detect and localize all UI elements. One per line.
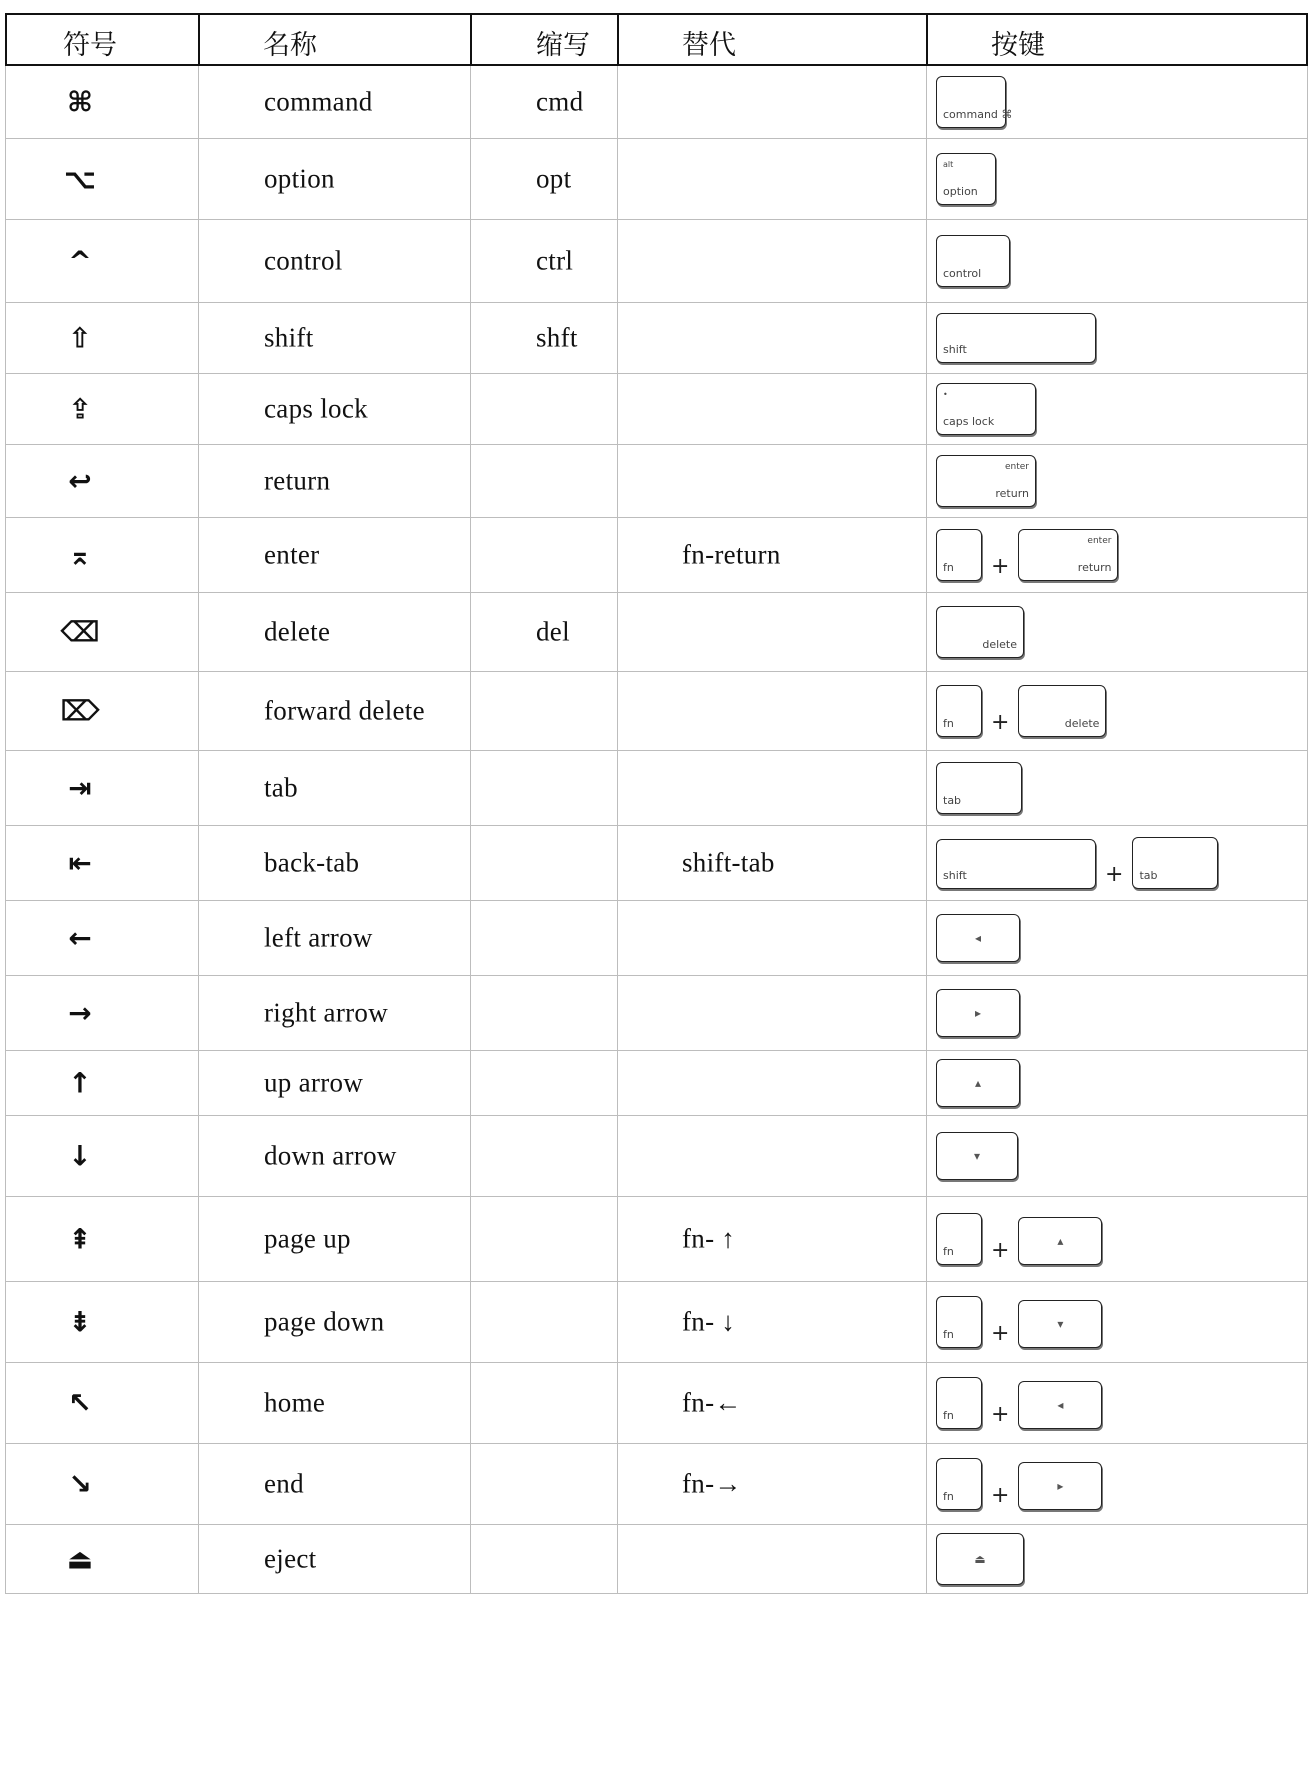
- key-abbr: opt: [536, 163, 572, 194]
- key-illustration: [936, 762, 1022, 814]
- key-symbol: ⌅: [68, 538, 92, 572]
- keycap-label: fn: [943, 1409, 954, 1422]
- key-name: down arrow: [264, 1140, 397, 1171]
- plus-sign: +: [991, 1321, 1010, 1346]
- key-name: right arrow: [264, 997, 389, 1028]
- keycap: [936, 455, 1036, 507]
- keycap-glyph: ◂: [974, 931, 982, 945]
- keycap-glyph: ▴: [974, 1076, 982, 1090]
- table-header: [5, 13, 1308, 66]
- key-name: control: [264, 245, 343, 276]
- key-alternative: fn-→: [682, 1468, 742, 1499]
- keycap-label: enter: [1004, 462, 1029, 472]
- key-illustration: [936, 529, 1118, 581]
- key-name: page down: [264, 1306, 385, 1337]
- keycap-label: fn: [943, 1328, 954, 1341]
- table-row: [5, 1282, 1308, 1363]
- keycap: [1018, 1300, 1102, 1348]
- keycap: [936, 1296, 982, 1348]
- keycap-label: control: [943, 267, 982, 280]
- keycap-label: fn: [943, 561, 954, 574]
- key-symbol: ^: [68, 244, 92, 278]
- key-illustration: [936, 313, 1096, 363]
- key-illustration: [936, 685, 1106, 737]
- key-illustration: [936, 455, 1036, 507]
- keycap: [936, 1132, 1018, 1180]
- key-illustration: [936, 235, 1010, 287]
- key-symbol: ↓: [68, 1139, 92, 1173]
- key-illustration: [936, 76, 1013, 128]
- key-illustration: [936, 383, 1036, 435]
- table-row: [5, 518, 1308, 593]
- keycap: [936, 235, 1010, 287]
- table-row: [5, 220, 1308, 303]
- plus-sign: +: [991, 710, 1010, 735]
- key-symbol: ⌘: [67, 85, 93, 119]
- table-row: [5, 139, 1308, 220]
- keycap: [1018, 529, 1118, 581]
- keycap: [1018, 1462, 1102, 1510]
- key-illustration: [936, 1296, 1102, 1348]
- keycap: [936, 914, 1020, 962]
- key-illustration: [936, 1132, 1018, 1180]
- key-illustration: [936, 837, 1218, 889]
- key-name: home: [264, 1387, 326, 1418]
- keycap: [936, 1458, 982, 1510]
- table-row: [5, 901, 1308, 976]
- keycap: [1018, 1381, 1102, 1429]
- keycap: [936, 1213, 982, 1265]
- keycap-glyph: ▾: [1057, 1317, 1064, 1331]
- keycap-label: shift: [943, 869, 967, 882]
- keycap-label: enter: [1087, 536, 1112, 546]
- table-row: [5, 374, 1308, 445]
- table-row: [5, 1197, 1308, 1282]
- keycap-label: alt: [943, 160, 954, 169]
- keycap-label: fn: [943, 717, 954, 730]
- key-illustration: [936, 606, 1024, 658]
- key-name: page up: [264, 1223, 351, 1254]
- key-abbr: cmd: [536, 86, 584, 117]
- keycap-glyph: ▸: [1057, 1479, 1064, 1493]
- key-symbol: ⏏: [66, 1542, 94, 1576]
- key-symbol: ←: [68, 921, 92, 955]
- header-abbr: 缩写: [536, 30, 590, 61]
- table-row: [5, 826, 1308, 901]
- keycap-label: delete: [1064, 717, 1100, 730]
- key-name: delete: [264, 616, 331, 647]
- key-illustration: [936, 914, 1020, 962]
- table-row: [5, 1363, 1308, 1444]
- keycap: [936, 989, 1020, 1037]
- keycap-glyph: ▸: [974, 1006, 982, 1020]
- key-name: back-tab: [264, 847, 360, 878]
- key-illustration: [936, 153, 996, 205]
- table-row: [5, 1444, 1308, 1525]
- key-abbr: del: [536, 616, 570, 647]
- header-name: 名称: [263, 30, 317, 61]
- keycap-label: caps lock: [943, 415, 995, 428]
- key-symbol: ⌦: [60, 694, 100, 728]
- keycap: [1018, 685, 1106, 737]
- table-row: [5, 672, 1308, 751]
- key-symbol: ⌥: [63, 162, 97, 196]
- key-abbr: ctrl: [536, 245, 574, 276]
- table-row: [5, 1051, 1308, 1116]
- keycap: [936, 606, 1024, 658]
- keycap-glyph: ⏏: [974, 1552, 986, 1566]
- key-name: forward delete: [264, 695, 425, 726]
- keycap-label: tab: [943, 794, 962, 807]
- key-abbr: shft: [536, 322, 578, 353]
- key-name: end: [264, 1468, 304, 1499]
- keycap-label: fn: [943, 1245, 954, 1258]
- keycap: [936, 1377, 982, 1429]
- key-name: left arrow: [264, 922, 373, 953]
- key-symbol: ⇪: [68, 392, 92, 426]
- key-alternative: shift-tab: [682, 847, 775, 878]
- keycap: [936, 1059, 1020, 1107]
- key-name: up arrow: [264, 1067, 364, 1098]
- key-symbol: ↩: [68, 464, 92, 498]
- keycap-label: tab: [1139, 869, 1158, 882]
- table-row: [5, 751, 1308, 826]
- key-illustration: [936, 1533, 1024, 1585]
- key-symbol: →: [68, 996, 92, 1030]
- keycap-glyph: ▾: [973, 1149, 981, 1163]
- key-symbol: ⇟: [68, 1305, 92, 1339]
- plus-sign: +: [991, 1238, 1010, 1263]
- key-symbol: ⇥: [68, 771, 92, 805]
- keycap: [936, 383, 1036, 435]
- key-symbol: ↖: [68, 1386, 92, 1420]
- shortcut-table: [5, 13, 1308, 1594]
- key-symbol: ⇤: [68, 846, 92, 880]
- keycap-label: option: [943, 185, 978, 198]
- keycap-glyph: ◂: [1057, 1398, 1064, 1412]
- key-name: option: [264, 163, 335, 194]
- plus-sign: +: [991, 1402, 1010, 1427]
- key-symbol: ⇧: [68, 321, 92, 355]
- plus-sign: +: [1105, 862, 1124, 887]
- header-symbol: 符号: [63, 30, 117, 61]
- keycap: [936, 76, 1013, 128]
- key-name: command: [264, 86, 373, 117]
- keycap: [936, 153, 996, 205]
- key-symbol: ⌫: [60, 615, 100, 649]
- key-name: eject: [264, 1543, 317, 1574]
- keycap: [936, 685, 982, 737]
- key-illustration: [936, 1377, 1102, 1429]
- keycap-label: delete: [982, 638, 1017, 651]
- keycap-label: return: [1077, 561, 1112, 574]
- key-name: return: [264, 465, 331, 496]
- keycap: [1132, 837, 1218, 889]
- key-illustration: [936, 1213, 1102, 1265]
- key-alternative: fn-return: [682, 539, 781, 570]
- key-alternative: fn-←: [682, 1387, 742, 1418]
- keycap-label: return: [995, 487, 1029, 500]
- key-name: tab: [264, 772, 298, 803]
- keycap: [936, 313, 1096, 363]
- key-alternative: fn- ↓: [682, 1306, 736, 1337]
- table-row: [5, 66, 1308, 139]
- keycap-label: fn: [943, 1490, 954, 1503]
- key-name: enter: [264, 539, 320, 570]
- table-row: [5, 1525, 1308, 1594]
- key-symbol: ⇞: [68, 1222, 92, 1256]
- key-symbol: ↘: [68, 1467, 92, 1501]
- table-row: [5, 976, 1308, 1051]
- key-name: shift: [264, 322, 314, 353]
- key-illustration: [936, 1458, 1102, 1510]
- key-illustration: [936, 989, 1020, 1037]
- keycap: [936, 839, 1096, 889]
- plus-sign: +: [991, 1483, 1010, 1508]
- keycap: [936, 762, 1022, 814]
- header-alt: 替代: [682, 30, 736, 61]
- keycap-glyph: ▴: [1057, 1234, 1064, 1248]
- keycap-label: command ⌘: [943, 108, 1013, 121]
- key-symbol: ↑: [68, 1066, 92, 1100]
- keycap-label: shift: [943, 343, 967, 356]
- table-row: [5, 593, 1308, 672]
- key-illustration: [936, 1059, 1020, 1107]
- keycap: [936, 1533, 1024, 1585]
- keycap: [936, 529, 982, 581]
- table-row: [5, 445, 1308, 518]
- table-row: [5, 303, 1308, 374]
- key-name: caps lock: [264, 393, 368, 424]
- table-row: [5, 1116, 1308, 1197]
- key-alternative: fn- ↑: [682, 1223, 736, 1254]
- header-keys: 按键: [991, 30, 1045, 61]
- plus-sign: +: [991, 554, 1010, 579]
- keycap: [1018, 1217, 1102, 1265]
- keycap-label: •: [943, 390, 948, 399]
